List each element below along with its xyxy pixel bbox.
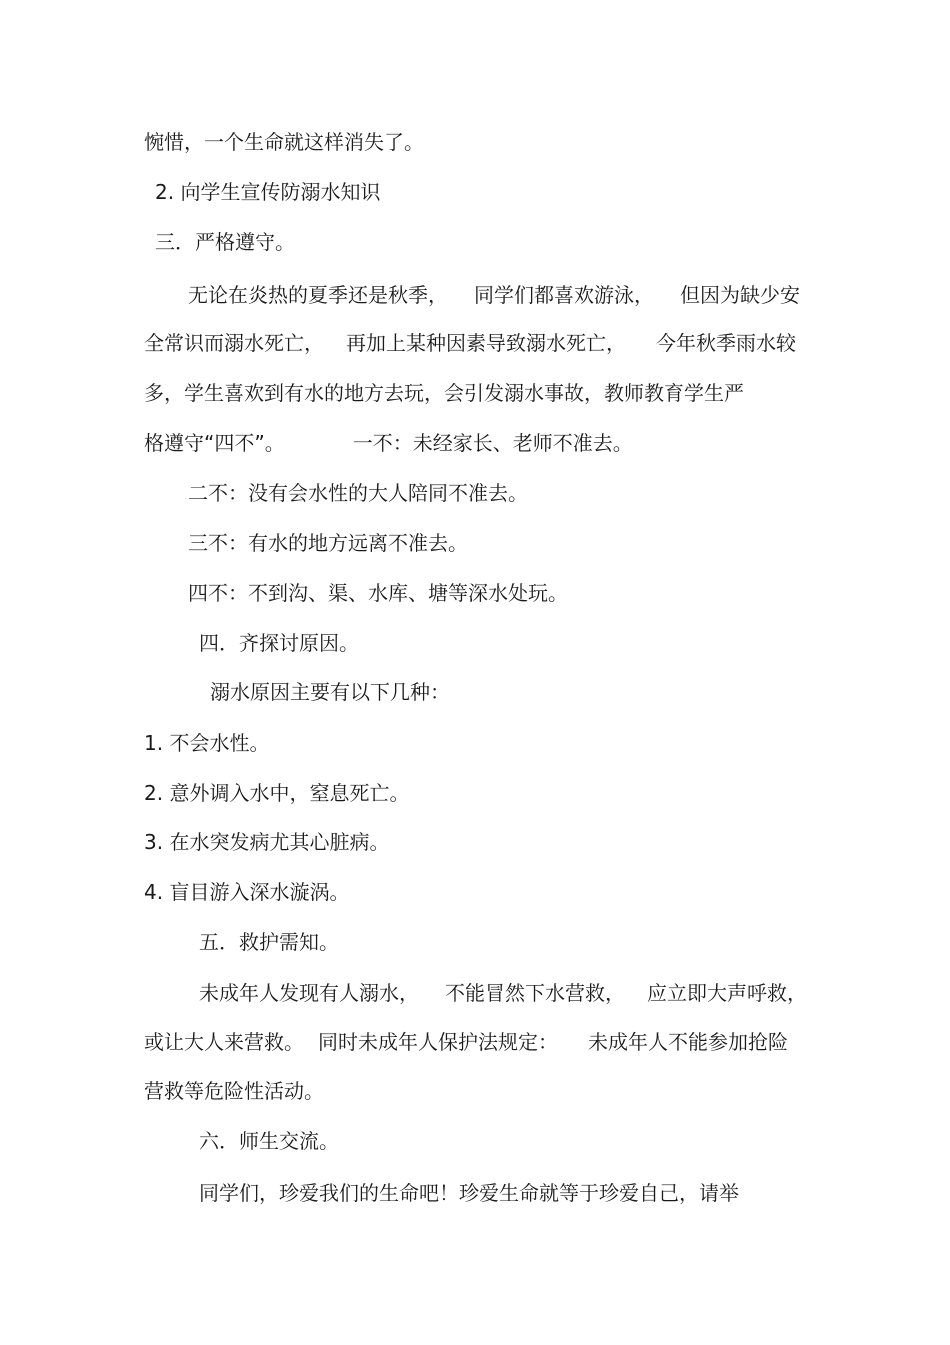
text-segment: 今年秋季雨水较 <box>656 331 796 355</box>
section-heading: 四．齐探讨原因。 <box>199 631 359 655</box>
text-segment: 一不：未经家长、老师不准去。 <box>352 431 633 455</box>
text-segment: 格遵守“四不”。 <box>144 431 285 455</box>
rule-item: 四不：不到沟、渠、水库、塘等深水处玩。 <box>188 581 568 605</box>
text-segment: 未成年人不能参加抢险 <box>588 1030 788 1054</box>
text-segment: 或让大人来营救。 <box>144 1030 304 1054</box>
section-heading: 五．救护需知。 <box>199 930 339 954</box>
text-segment: 应立即大声呼救， <box>647 981 807 1005</box>
text-segment: 再加上某种因素导致溺水死亡， <box>346 331 626 355</box>
section-heading: 六．师生交流。 <box>199 1129 339 1153</box>
text-segment: 同时未成年人保护法规定： <box>318 1030 558 1054</box>
list-item: 3. 在水突发病尤其心脏病。 <box>144 830 390 854</box>
text-segment: 不能冒然下水营救， <box>445 981 625 1005</box>
paragraph-line: 溺水原因主要有以下几种： <box>210 680 450 704</box>
paragraph-line <box>199 980 807 1006</box>
text-segment: 无论在炎热的夏季还是秋季， <box>188 283 448 307</box>
list-item: 4. 盲目游入深水漩涡。 <box>144 880 350 904</box>
section-heading: 三．严格遵守。 <box>155 230 295 254</box>
list-item-heading: 2. 向学生宣传防溺水知识 <box>155 180 381 204</box>
text-segment: 未成年人发现有人溺水， <box>199 981 419 1005</box>
list-item: 1. 不会水性。 <box>144 731 270 755</box>
rule-item: 三不：有水的地方远离不准去。 <box>188 531 468 555</box>
paragraph-line: 多，学生喜欢到有水的地方去玩，会引发溺水事故，教师教育学生严 <box>144 381 744 405</box>
text-segment: 但因为缺少安 <box>680 283 800 307</box>
paragraph-line: 营救等危险性活动。 <box>144 1079 324 1103</box>
text-line: 惋惜，一个生命就这样消失了。 <box>144 130 424 154</box>
paragraph-line: 同学们，珍爱我们的生命吧！珍爱生命就等于珍爱自己，请举 <box>199 1181 739 1205</box>
list-item: 2. 意外调入水中，窒息死亡。 <box>144 781 410 805</box>
rule-item: 二不：没有会水性的大人陪同不准去。 <box>188 481 528 505</box>
text-segment: 同学们都喜欢游泳， <box>474 283 654 307</box>
text-segment: 全常识而溺水死亡， <box>144 331 324 355</box>
paragraph-line <box>144 1029 788 1055</box>
paragraph-line <box>188 282 800 308</box>
paragraph-line <box>144 430 633 456</box>
paragraph-line <box>144 330 796 356</box>
